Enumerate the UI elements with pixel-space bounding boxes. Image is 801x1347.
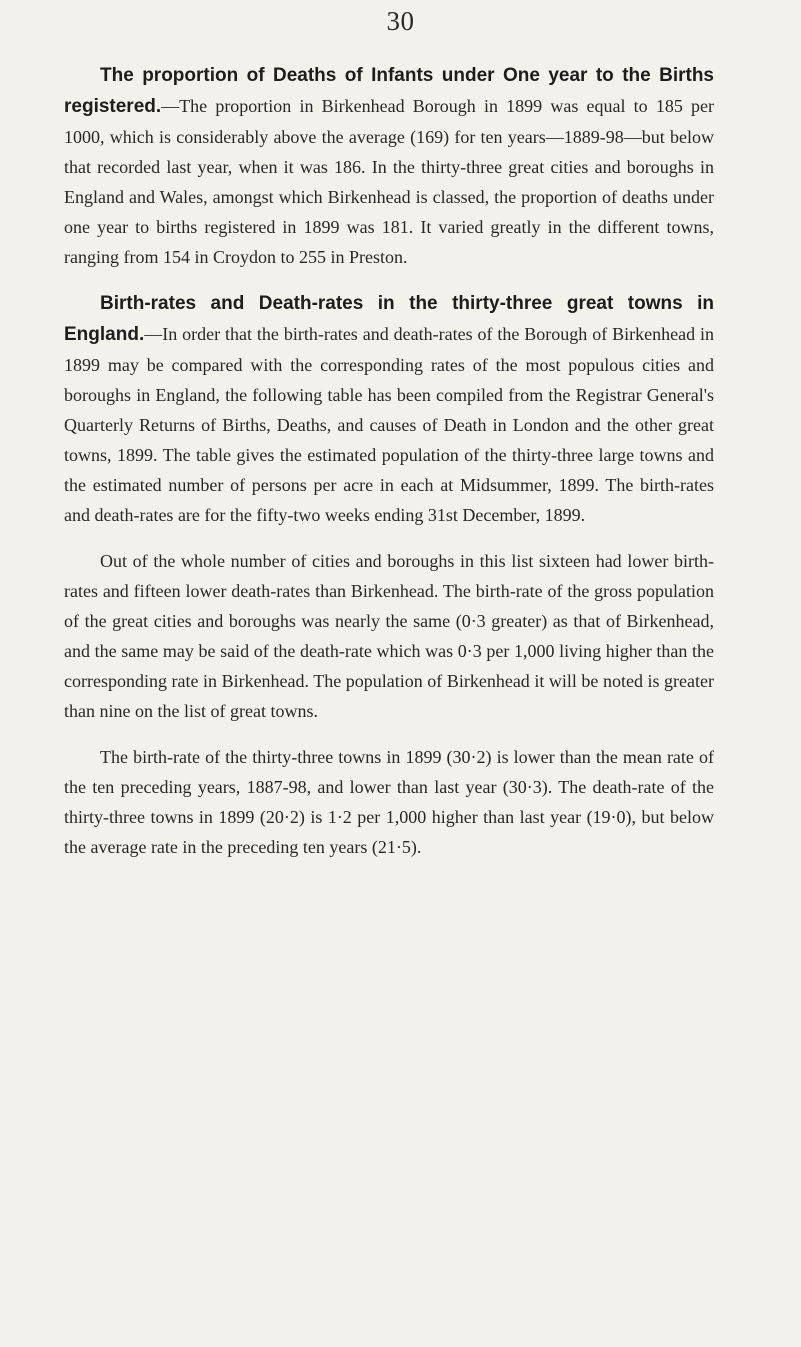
paragraph-comparison [64,546,714,726]
paragraph-thirty-three-towns [64,742,714,862]
paragraph-text: —In order that the birth-rates and death-rates of the Borough of Birkenhead in 1899 may be compared with the corresponding rates of the most populous cities and boroughs in England, the following table has been compiled from the Registrar General's Quarterly Returns of Births, Deaths, and causes of Death in London and the other great towns, 1899. The table gives the estimated population of the thirty-three large towns and the estimated number of persons per acre in each at Midsummer, 1899. The birth-rates and death-rates are for the fifty-two weeks ending 31st December, 1899. [64,324,714,525]
paragraph-birth-death-rates [64,288,714,530]
paragraph-heading: Birth-rates and Death-rates in the thirty-three great towns in England. [64,293,714,345]
paragraph-text: Out of the whole number of cities and boroughs in this list sixteen had lower birth-rates and fifteen lower death-rates than Birkenhead. The birth-rate of the gross population of the great cities and boroughs was nearly the same (0·3 greater) as that of Birkenhead, and the same may be said of the death-rate which was 0·3 per 1,000 living higher than the corresponding rate in Birkenhead. The population of Birkenhead it will be noted is greater than nine on the list of great towns. [64,551,714,721]
page-number: 30 [386,6,415,36]
paragraph-infant-deaths [64,60,714,272]
paragraph-text: The birth-rate of the thirty-three towns in 1899 (30·2) is lower than the mean rate of the ten preceding years, 1887-98, and lower than last year (30·3). The death-rate of the thirty-three towns in 1899 (20·2) is 1·2 per 1,000 higher than last year (19·0), but below the average rate in the preceding ten years (21·5). [64,747,714,857]
page-body [64,60,714,862]
paragraph-text: —The proportion in Birkenhead Borough in 1899 was equal to 185 per 1000, which is considerably above the average (169) for ten years—1889-98—but below that recorded last year, when it was 186. In the thirty-three great cities and boroughs in England and Wales, amongst which Birkenhead is classed, the proportion of deaths under one year to births registered in 1899 was 181. It varied greatly in the different towns, ranging from 154 in Croydon to 255 in Preston. [64,96,714,267]
paragraph-heading: The proportion of Deaths of Infants under One year to the Births registered. [64,65,714,117]
